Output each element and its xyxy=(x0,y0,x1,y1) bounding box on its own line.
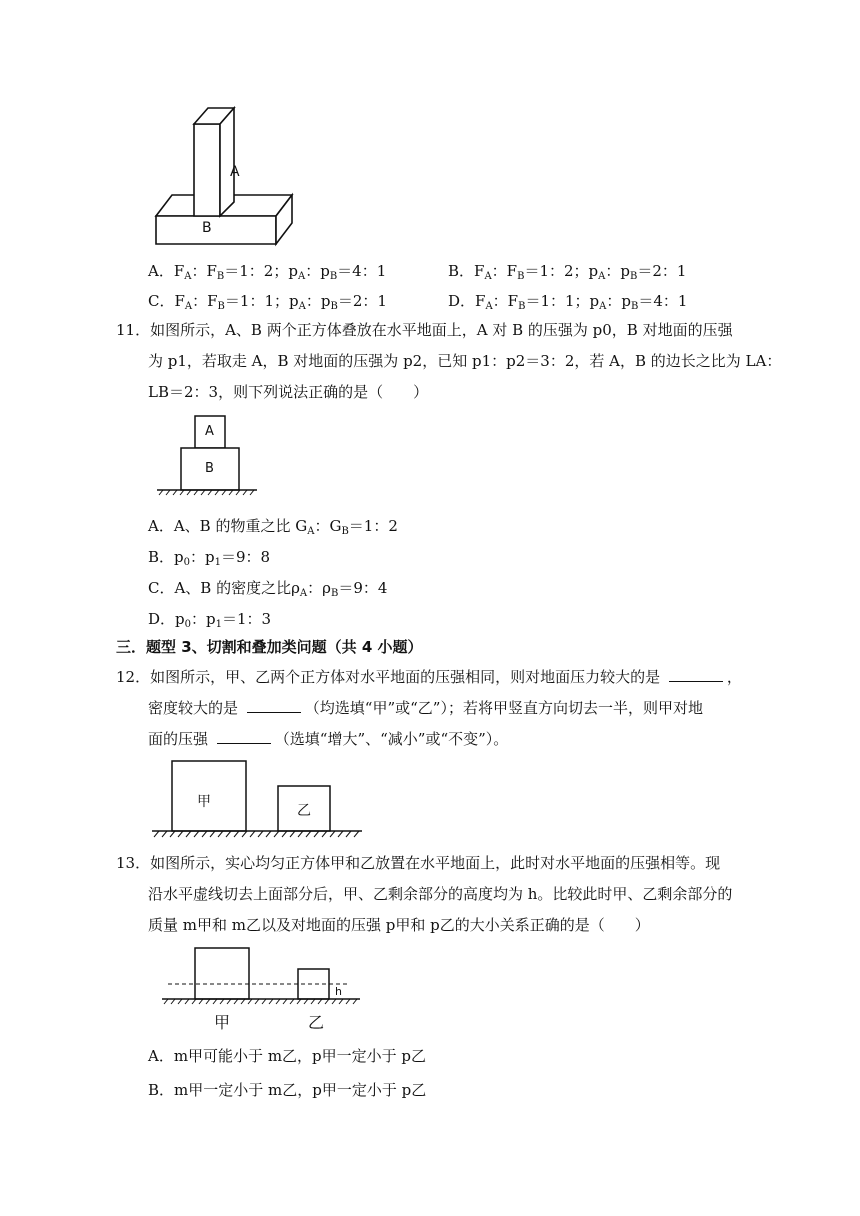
figure-q10-label-b: B xyxy=(202,220,212,236)
figure-q10 xyxy=(150,100,300,250)
figure-q13-label-jia: 甲 xyxy=(214,1013,231,1032)
q12-blank-3[interactable] xyxy=(217,729,271,744)
q13-option-a: A．m甲可能小于 m乙，p甲一定小于 p乙 xyxy=(148,1047,427,1065)
q11-stem-line-1: 11．如图所示，A、B 两个正方体叠放在水平地面上，A 对 B 的压强为 p0，B 对地面的压强 xyxy=(116,321,733,339)
q10-option-d: D．$F_A$：$F_B=1$：1；$p_A$：$p_B=4$：1 xyxy=(448,292,688,312)
q13-option-b: B．m甲一定小于 m乙，p甲一定小于 p乙 xyxy=(148,1081,427,1099)
figure-q13-label-yi: 乙 xyxy=(308,1013,325,1032)
q12-stem-line-3: 面的压强 （选填“增大”、“减小”或“不变”）。 xyxy=(148,730,509,748)
q11-stem-line-2: 为 p1，若取走 A，B 对地面的压强为 p2，已知 p1：p2＝3：2，若 A，B 的边长之比为 LA： xyxy=(148,352,782,370)
q13-stem-line-2: 沿水平虚线切去上面部分后，甲、乙剩余部分的高度均为 h。比较此时甲、乙剩余部分的 xyxy=(148,885,733,903)
q11-option-c: C．A、B 的密度之比$\rho_A$：$\rho_B=9$：4 xyxy=(148,579,388,599)
figure-q13-label-h: h xyxy=(335,985,342,998)
figure-q12 xyxy=(150,758,365,842)
q10-option-b: B．$F_A$：$F_B=1$：2；$p_A$：$p_B=2$：1 xyxy=(448,262,687,282)
figure-q13 xyxy=(160,946,365,1008)
q11-option-a: A．A、B 的物重之比 $G_A$：$G_B=1$：2 xyxy=(148,517,398,537)
q13-stem-line-3: 质量 m甲和 m乙以及对地面的压强 p甲和 p乙的大小关系正确的是（ ） xyxy=(148,916,650,934)
q12-blank-1[interactable] xyxy=(669,667,723,682)
q11-option-d: D．$p_0$：$p_1=1$：3 xyxy=(148,610,272,630)
figure-q12-label-yi: 乙 xyxy=(297,803,311,819)
figure-q12-label-jia: 甲 xyxy=(197,794,211,810)
q13-stem-line-1: 13．如图所示，实心均匀正方体甲和乙放置在水平地面上，此时对水平地面的压强相等。现 xyxy=(116,854,721,872)
q11-stem-line-3: LB＝2：3，则下列说法正确的是（ ） xyxy=(148,383,429,401)
q12-stem-line-2: 密度较大的是 （均选填“甲”或“乙”）；若将甲竖直方向切去一半，则甲对地 xyxy=(148,699,703,717)
q11-option-b: B．$p_0$：$p_1=9$：8 xyxy=(148,548,271,568)
section-3-title: 三．题型 3、切割和叠加类问题（共 4 小题） xyxy=(116,638,423,656)
figure-q11-label-a: A xyxy=(205,424,214,439)
figure-q10-label-a: A xyxy=(230,164,240,180)
q10-option-c: C．$F_A$：$F_B=1$：1；$p_A$：$p_B=2$：1 xyxy=(148,292,387,312)
q12-blank-2[interactable] xyxy=(247,698,301,713)
q12-stem-line-1: 12．如图所示，甲、乙两个正方体对水平地面的压强相同，则对地面压力较大的是 ， xyxy=(116,668,742,686)
figure-q11-label-b: B xyxy=(205,461,214,476)
q10-option-a: A．$F_A$：$F_B=1$：2；$p_A$：$p_B=4$：1 xyxy=(148,262,387,282)
